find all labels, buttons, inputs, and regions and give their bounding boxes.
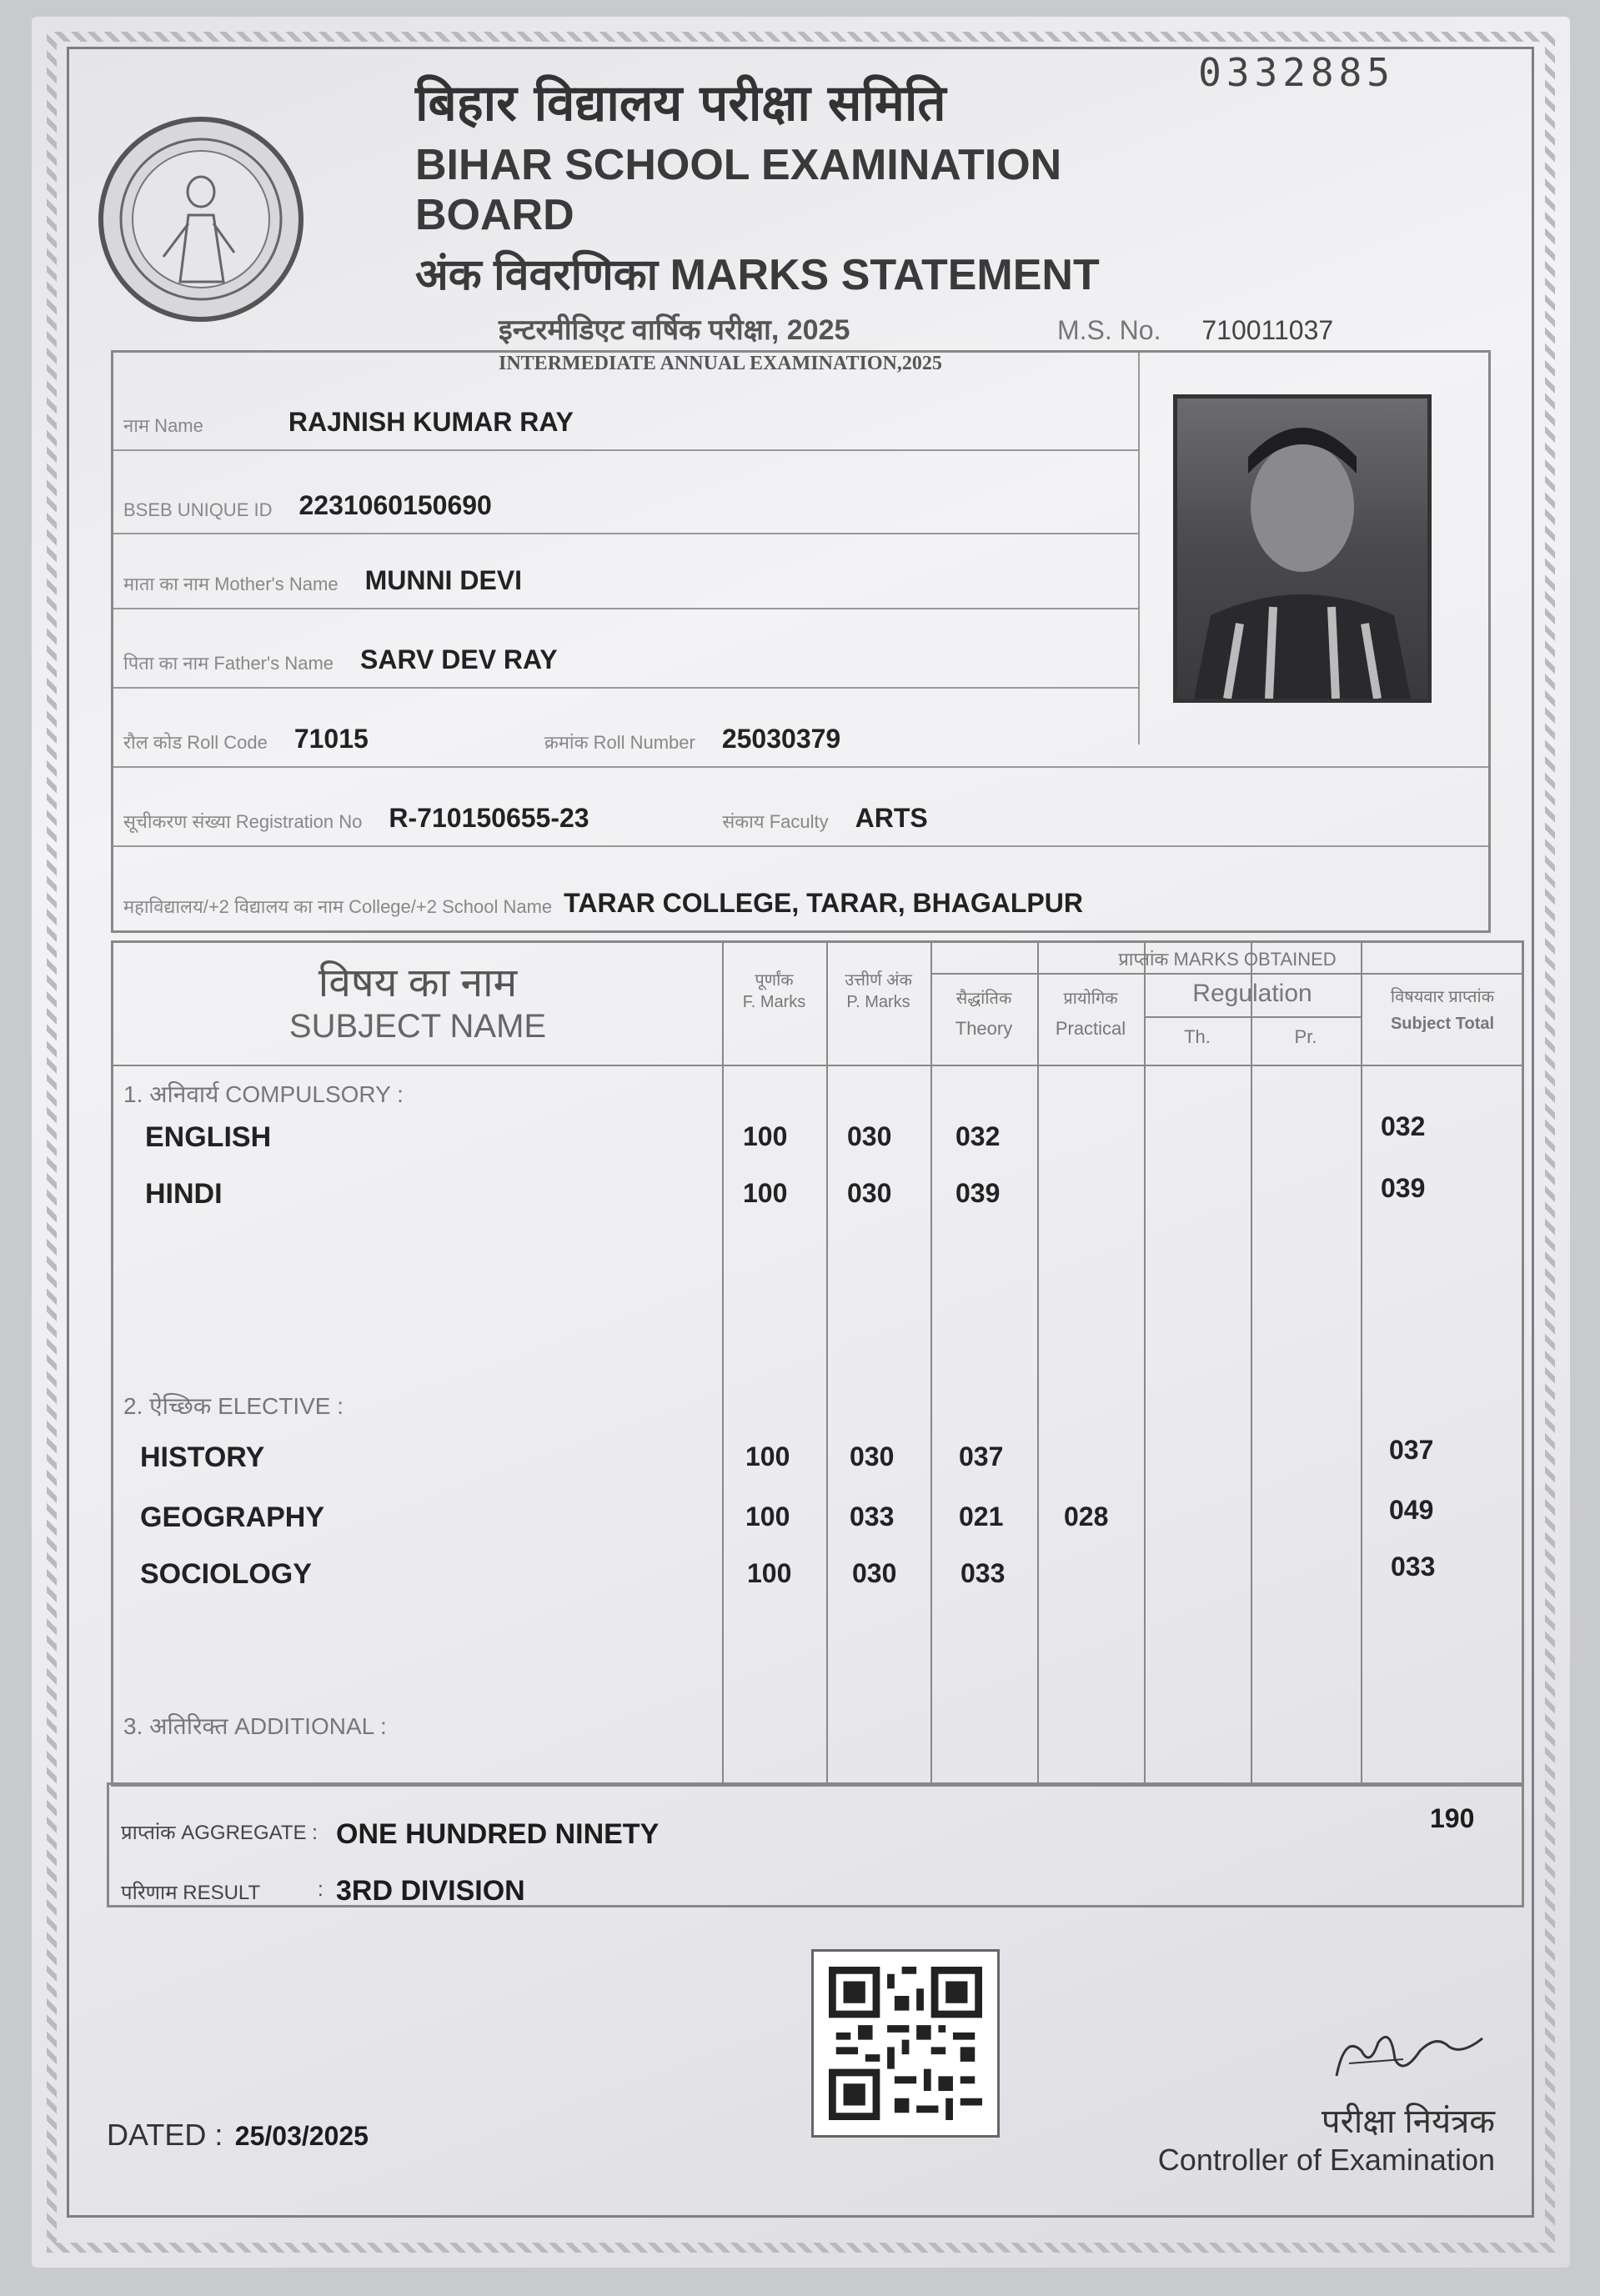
photo-cell [1138, 353, 1488, 744]
fmarks-header-hindi: पूर्णांक [755, 971, 794, 990]
subject-total: 032 [1381, 1111, 1426, 1141]
subject-total-header: Subject Total [1390, 1015, 1495, 1033]
roll-code-label: रौल कोड Roll Code [123, 732, 268, 753]
practical-header-hindi: प्रायोगिक [1063, 990, 1118, 1008]
subject-total-header-hindi: विषयवार प्राप्तांक [1390, 988, 1495, 1006]
table-header [113, 943, 1522, 1066]
college-name: TARAR COLLEGE, TARAR, BHAGALPUR [564, 888, 1083, 918]
col-divider [826, 943, 828, 1784]
issue-date [107, 2118, 369, 2153]
table-row [113, 1435, 1522, 1483]
college-label: महाविद्यालय/+2 विद्यालय का नाम College/+2 School Name [123, 896, 553, 917]
regulation-pr-header: Pr. [1294, 1026, 1317, 1047]
pmarks-header-hindi: उत्तीर्ण अंक [845, 971, 912, 990]
ms-number-value: 710011037 [1201, 315, 1334, 345]
subject-total: 049 [1389, 1495, 1434, 1525]
exam-title-hindi: इन्टरमीडिएट वार्षिक परीक्षा, 2025 [499, 314, 850, 346]
col-divider [722, 943, 724, 1784]
mother-label: माता का नाम Mother's Name [123, 574, 339, 594]
pmarks-header: P. Marks [846, 993, 910, 1011]
roll-number: 25030379 [721, 724, 841, 754]
regulation-header: Regulation [1144, 980, 1361, 1018]
college-row [113, 847, 1488, 930]
pass-marks: 030 [852, 1558, 897, 1588]
ms-number [1057, 315, 1333, 346]
theory-marks: 033 [961, 1558, 1006, 1588]
father-row [113, 609, 1138, 689]
board-title-english: BIHAR SCHOOL EXAMINATION BOARD [415, 141, 1062, 239]
col-divider [1037, 943, 1039, 1784]
uid-label: BSEB UNIQUE ID [123, 499, 273, 520]
header [415, 67, 1166, 375]
faculty-label: संकाय Faculty [722, 811, 829, 832]
pass-marks: 030 [847, 1178, 892, 1208]
aggregate-label: प्राप्तांक AGGREGATE : [121, 1822, 318, 1844]
dated-label: DATED : [107, 2118, 223, 2152]
col-divider [930, 943, 932, 1784]
name-label: नाम Name [123, 415, 203, 436]
ms-number-label: M.S. No. [1057, 315, 1161, 345]
board-title-hindi: बिहार विद्यालय परीक्षा समिति [415, 74, 946, 133]
subject-name: HINDI [145, 1178, 223, 1210]
qr-code-icon [829, 1967, 982, 2120]
qr-code [811, 1949, 1000, 2138]
subject-name: HISTORY [140, 1441, 265, 1473]
practical-header: Practical [1055, 1018, 1126, 1039]
marks-table [111, 940, 1524, 1787]
practical-marks: 028 [1064, 1501, 1109, 1532]
regulation-th-header: Th. [1184, 1026, 1211, 1047]
aggregate-value: 190 [1430, 1803, 1475, 1833]
controller-title-english: Controller of Examination [1157, 2143, 1495, 2177]
registration-label: सूचीकरण संख्या Registration No [123, 811, 363, 832]
result-label: परिणाम RESULT [121, 1882, 261, 1904]
marks-statement-sheet [32, 17, 1570, 2268]
subject-total: 039 [1381, 1173, 1426, 1203]
theory-header-hindi: सैद्धांतिक [955, 990, 1012, 1008]
father-label: पिता का नाम Father's Name [123, 653, 334, 674]
subject-name: ENGLISH [145, 1121, 272, 1153]
aggregate-words: ONE HUNDRED NINETY [336, 1818, 660, 1850]
theory-marks: 037 [959, 1441, 1004, 1471]
full-marks: 100 [745, 1441, 790, 1471]
marks-obtained-header: प्राप्तांक MARKS OBTAINED [930, 946, 1524, 975]
table-row [113, 1111, 1522, 1163]
fmarks-header: F. Marks [742, 993, 806, 1011]
roll-code: 71015 [293, 724, 369, 754]
registration-row [113, 768, 1488, 847]
theory-header: Theory [955, 1018, 1013, 1039]
subject-header-hindi: विषय का नाम [318, 961, 518, 1005]
uid-row [113, 451, 1138, 534]
controller-title-hindi: परीक्षा नियंत्रक [1321, 2103, 1495, 2140]
signature-icon [1312, 2018, 1495, 2093]
full-marks: 100 [747, 1558, 792, 1588]
full-marks: 100 [743, 1121, 788, 1151]
col-divider [1361, 943, 1362, 1784]
statement-title: अंक विवरणिका MARKS STATEMENT [415, 251, 1100, 299]
theory-marks: 021 [959, 1501, 1004, 1532]
result-value: 3RD DIVISION [336, 1875, 525, 1907]
subject-total: 033 [1391, 1552, 1436, 1582]
section-compulsory: 1. अनिवार्य COMPULSORY : [123, 1081, 404, 1107]
pass-marks: 030 [850, 1441, 895, 1471]
mother-name: MUNNI DEVI [364, 565, 523, 595]
col-divider [1251, 943, 1252, 1784]
subject-total: 037 [1389, 1435, 1434, 1465]
section-additional: 3. अतिरिक्त ADDITIONAL : [123, 1713, 387, 1739]
mother-row [113, 534, 1138, 609]
portrait-icon [1177, 399, 1427, 699]
subject-name: GEOGRAPHY [140, 1501, 325, 1533]
roll-number-label: क्रमांक Roll Number [544, 732, 695, 753]
registration-number: R-710150655-23 [389, 803, 589, 833]
father-name: SARV DEV RAY [360, 644, 558, 674]
student-name: RAJNISH KUMAR RAY [288, 407, 574, 437]
board-emblem-icon [97, 115, 305, 323]
col-divider [1144, 943, 1146, 1784]
serial-number: 0332885 [1198, 50, 1395, 95]
exam-title-english: INTERMEDIATE ANNUAL EXAMINATION,2025 [499, 353, 942, 374]
name-row [113, 353, 1138, 451]
subject-name: SOCIOLOGY [140, 1558, 312, 1590]
section-elective: 2. ऐच्छिक ELECTIVE : [123, 1393, 344, 1419]
table-row [113, 1495, 1522, 1543]
aggregate-box [107, 1782, 1524, 1907]
theory-marks: 032 [955, 1121, 1001, 1151]
faculty: ARTS [855, 803, 928, 833]
student-photo [1173, 394, 1432, 703]
controller-signature-block [1158, 2018, 1495, 2178]
full-marks: 100 [745, 1501, 790, 1532]
result-separator: : [318, 1878, 324, 1901]
pass-marks: 030 [847, 1121, 892, 1151]
subject-header-english: SUBJECT NAME [288, 1008, 547, 1045]
pass-marks: 033 [850, 1501, 895, 1532]
table-row [113, 1173, 1522, 1220]
unique-id: 2231060150690 [298, 490, 492, 520]
full-marks: 100 [743, 1178, 788, 1208]
table-row [113, 1552, 1522, 1600]
dated-value: 25/03/2025 [234, 2121, 369, 2151]
student-details [111, 350, 1491, 933]
theory-marks: 039 [955, 1178, 1001, 1208]
